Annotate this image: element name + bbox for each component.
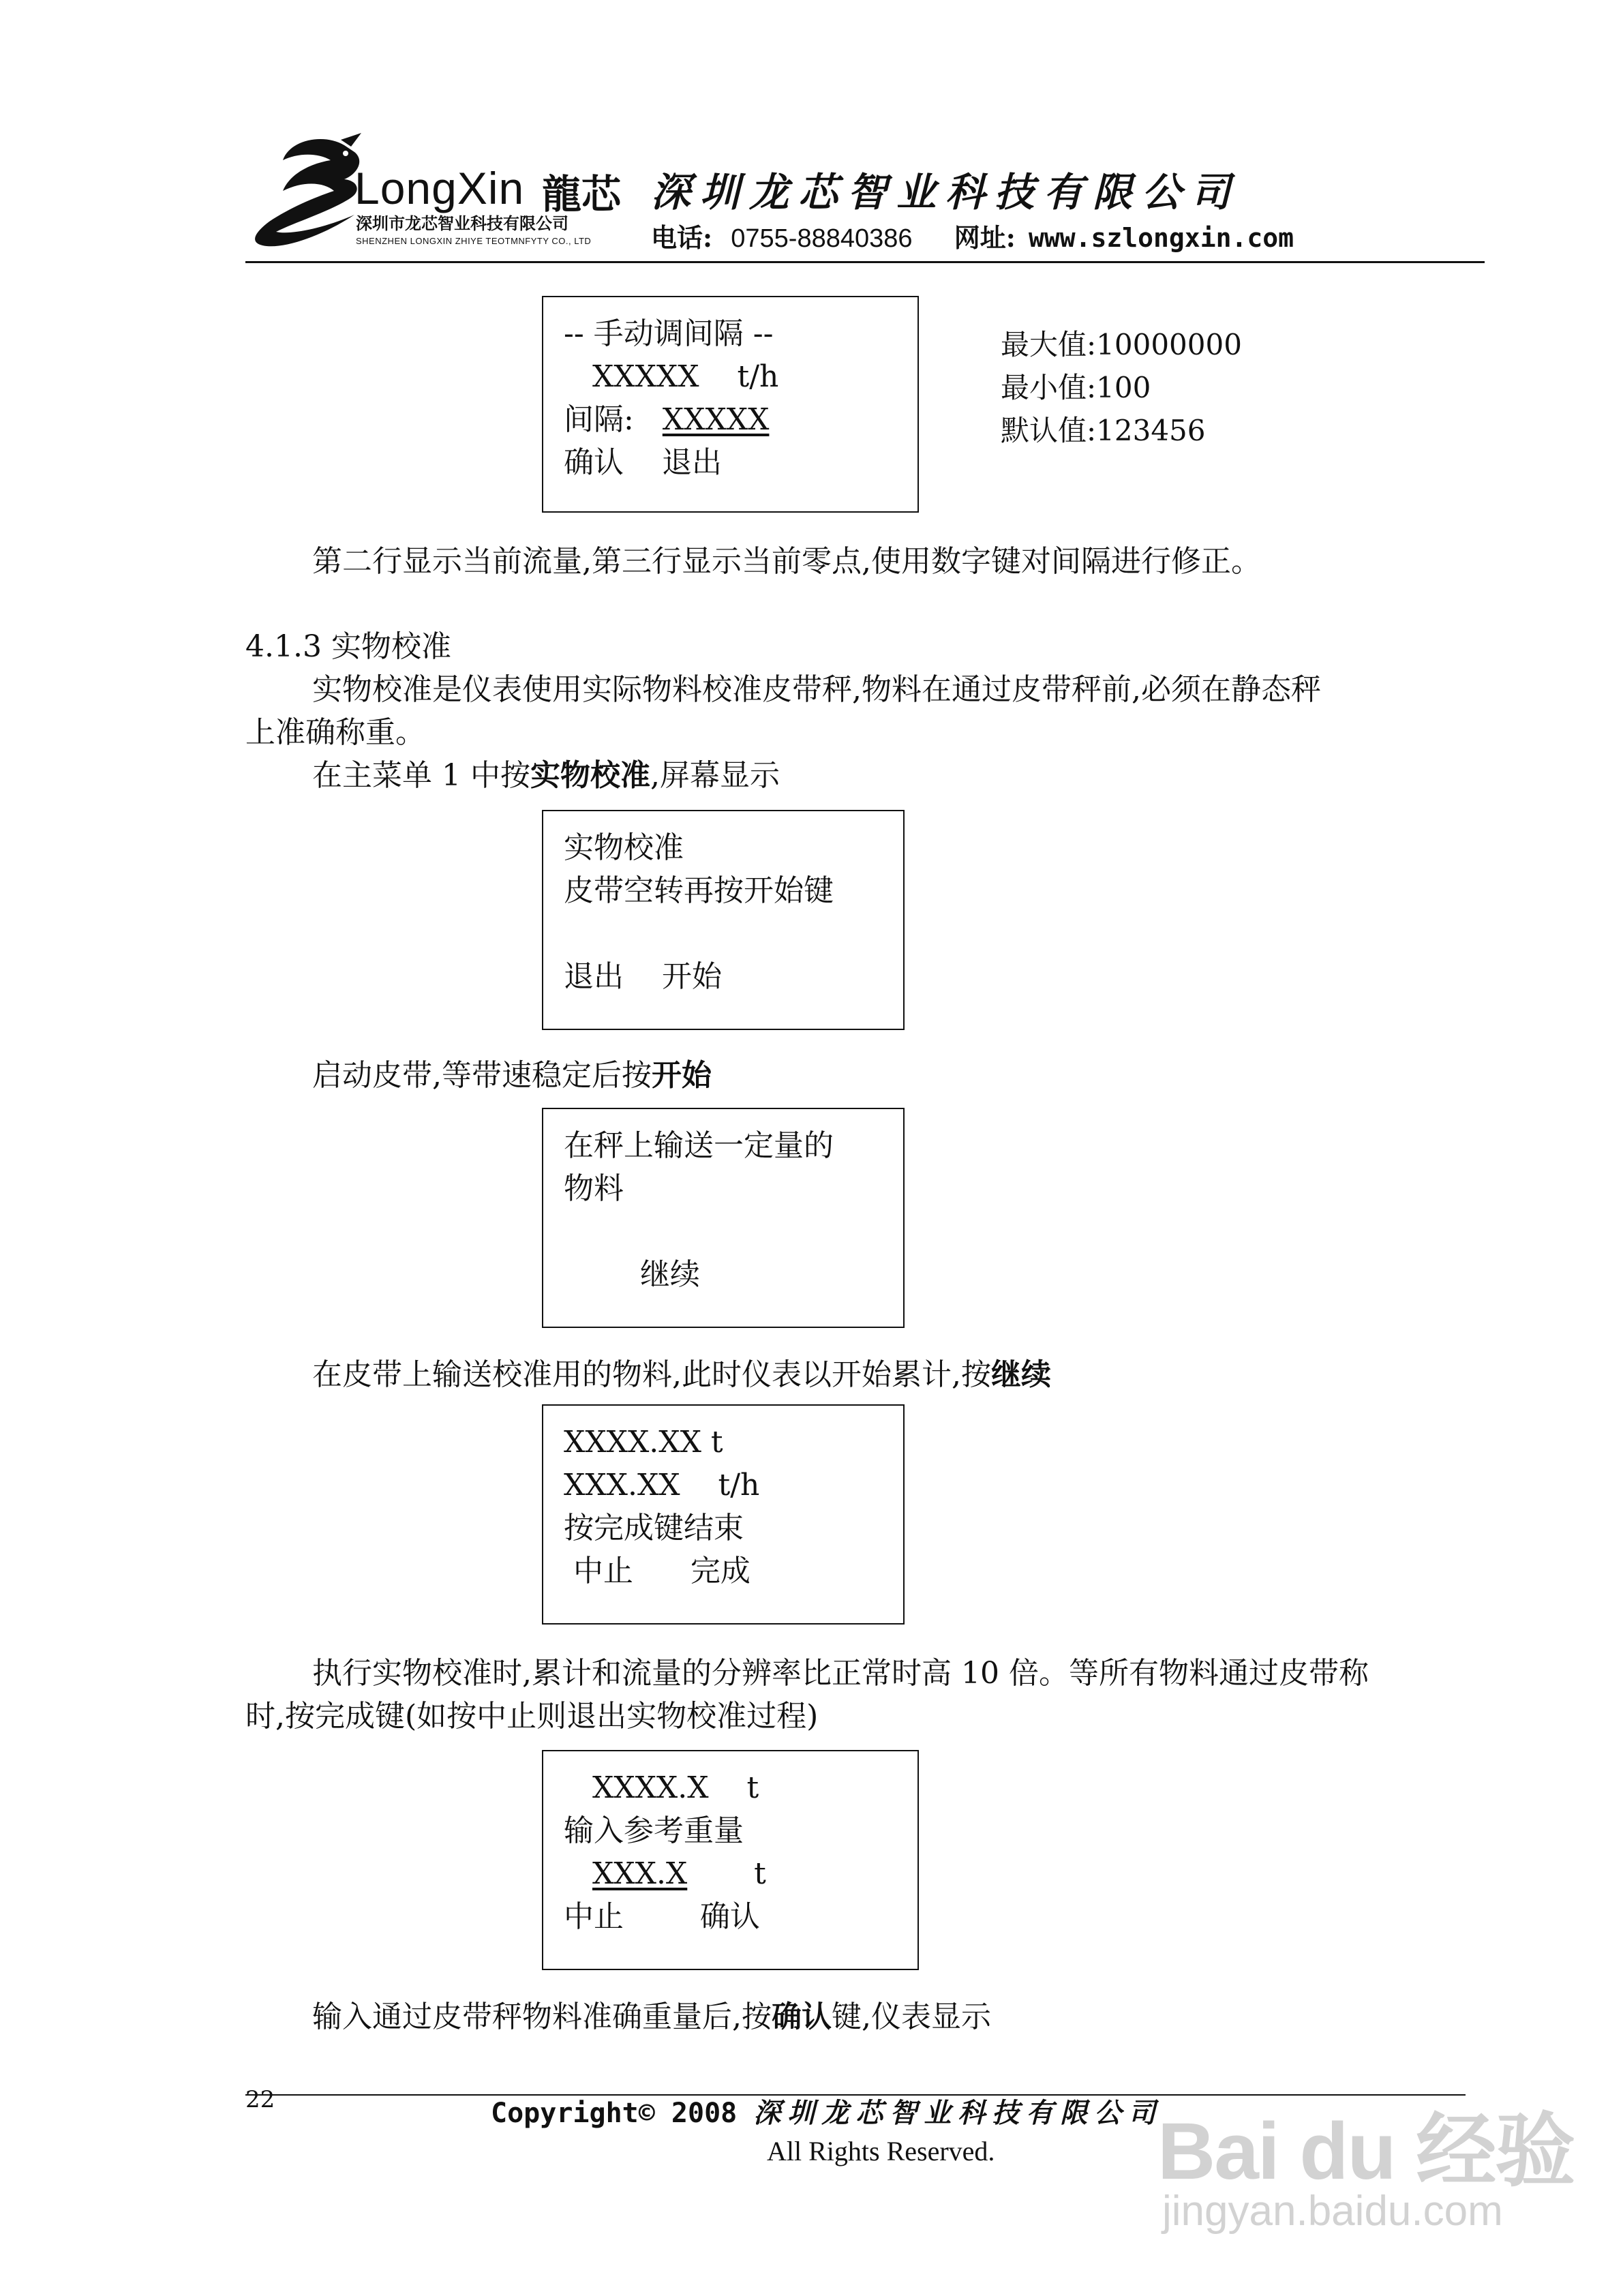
lcd-line: 实物校准 — [564, 830, 684, 865]
company-contact — [651, 217, 1294, 254]
phone-label: 电话: — [651, 222, 713, 253]
lcd-line: 皮带空转再按开始键 — [564, 873, 834, 908]
header-divider — [245, 261, 1485, 263]
company-name: 深圳龙芯智业科技有限公司 — [651, 169, 1241, 215]
baidu-watermark-url: jingyan.baidu.com — [1162, 2188, 1503, 2235]
lcd-screen-calibration-start — [542, 810, 905, 1030]
lcd-line: 中止 完成 — [564, 1554, 750, 1588]
lcd-line: 中止 确认 — [564, 1899, 760, 1934]
paragraph: 实物校准是仪表使用实际物料校准皮带秤,物料在通过皮带秤前,必须在静态秤 — [312, 672, 1321, 707]
paragraph: 执行实物校准时,累计和流量的分辨率比正常时高 10 倍。等所有物料通过皮带称 — [312, 1656, 1369, 1691]
lcd-line: 输入参考重量 — [564, 1813, 744, 1848]
text: 启动皮带,等带速稳定后按 — [312, 1058, 652, 1093]
text-bold: 开始 — [652, 1058, 712, 1093]
paragraph — [312, 754, 780, 797]
lcd-line: XXXXX t/h — [564, 359, 779, 394]
lcd-pad — [564, 1856, 592, 1891]
lcd-line: XXXX.X t — [564, 1770, 759, 1805]
text: ,屏幕显示 — [650, 758, 780, 793]
lcd-line — [564, 912, 903, 955]
section-heading: 4.1.3 实物校准 — [245, 629, 451, 664]
text-bold: 确认 — [772, 1999, 832, 2034]
max-value: 最大值:10000000 — [1001, 328, 1242, 361]
lcd-screen-accumulating — [542, 1404, 905, 1625]
interval-value: XXXXX — [662, 402, 770, 437]
paragraph — [312, 1353, 1051, 1396]
logo-subtitle-cn: 深圳市龙芯智业科技有限公司 — [356, 214, 568, 233]
paragraph: 时,按完成键(如按中止则退出实物校准过程) — [245, 1699, 819, 1734]
lcd-line: 继续 — [564, 1257, 700, 1292]
text: 键,仪表显示 — [832, 1999, 991, 2034]
paragraph — [312, 1995, 991, 2038]
paragraph: 上准确称重。 — [245, 715, 425, 750]
logo-text-cn: 龍芯 — [542, 171, 622, 217]
rights-reserved: All Rights Reserved. — [767, 2136, 995, 2166]
interval-label: 间隔: — [564, 402, 663, 437]
text-bold: 实物校准 — [530, 758, 650, 793]
logo-text-en: LongXin — [354, 163, 525, 213]
unit: t — [687, 1856, 766, 1891]
text: 输入通过皮带秤物料准确重量后,按 — [312, 1999, 772, 2034]
longxin-dragon-logo — [242, 133, 371, 252]
lcd-line: 确认 退出 — [564, 445, 722, 480]
website-label: 网址: — [954, 222, 1016, 253]
baidu-watermark-logo: Bai du 经验 — [1157, 2106, 1575, 2196]
lcd-line: 物料 — [564, 1171, 624, 1206]
value-range — [1001, 323, 1242, 452]
copyright — [491, 2091, 1162, 2130]
lcd-screen-manual-interval — [542, 296, 919, 513]
text: 在主菜单 1 中按 — [312, 758, 530, 793]
lcd-line: XXXX.XX t — [564, 1425, 723, 1460]
reference-weight-value: XXX.X — [592, 1856, 688, 1891]
copyright-prefix: Copyright© 2008 — [491, 2098, 754, 2129]
text: 在皮带上输送校准用的物料,此时仪表以开始累计,按 — [312, 1357, 991, 1392]
website-url: www.szlongxin.com — [1029, 223, 1294, 253]
copyright-company: 深圳龙芯智业科技有限公司 — [753, 2097, 1163, 2129]
lcd-screen-convey-material — [542, 1108, 905, 1328]
lcd-line — [564, 1210, 903, 1253]
phone-number: 0755-88840386 — [731, 224, 913, 253]
text-bold: 继续 — [990, 1357, 1051, 1392]
lcd-line: XXX.XX t/h — [564, 1468, 760, 1502]
lcd-line — [564, 398, 917, 441]
lcd-line: 按完成键结束 — [564, 1511, 744, 1545]
lcd-line: 在秤上输送一定量的 — [564, 1128, 834, 1163]
lcd-screen-reference-weight — [542, 1750, 919, 1970]
paragraph: 第二行显示当前流量,第三行显示当前零点,使用数字键对间隔进行修正。 — [312, 544, 1261, 579]
default-value: 默认值:123456 — [1001, 414, 1206, 447]
min-value: 最小值:100 — [1001, 371, 1151, 404]
lcd-line: -- 手动调间隔 -- — [564, 316, 774, 351]
page-number: 22 — [245, 2086, 275, 2113]
lcd-line: 退出 开始 — [564, 959, 722, 994]
logo-subtitle-en: SHENZHEN LONGXIN ZHIYE TEOTMNFYTY CO., LTD — [356, 236, 592, 246]
paragraph — [312, 1054, 712, 1097]
lcd-line — [564, 1852, 917, 1895]
